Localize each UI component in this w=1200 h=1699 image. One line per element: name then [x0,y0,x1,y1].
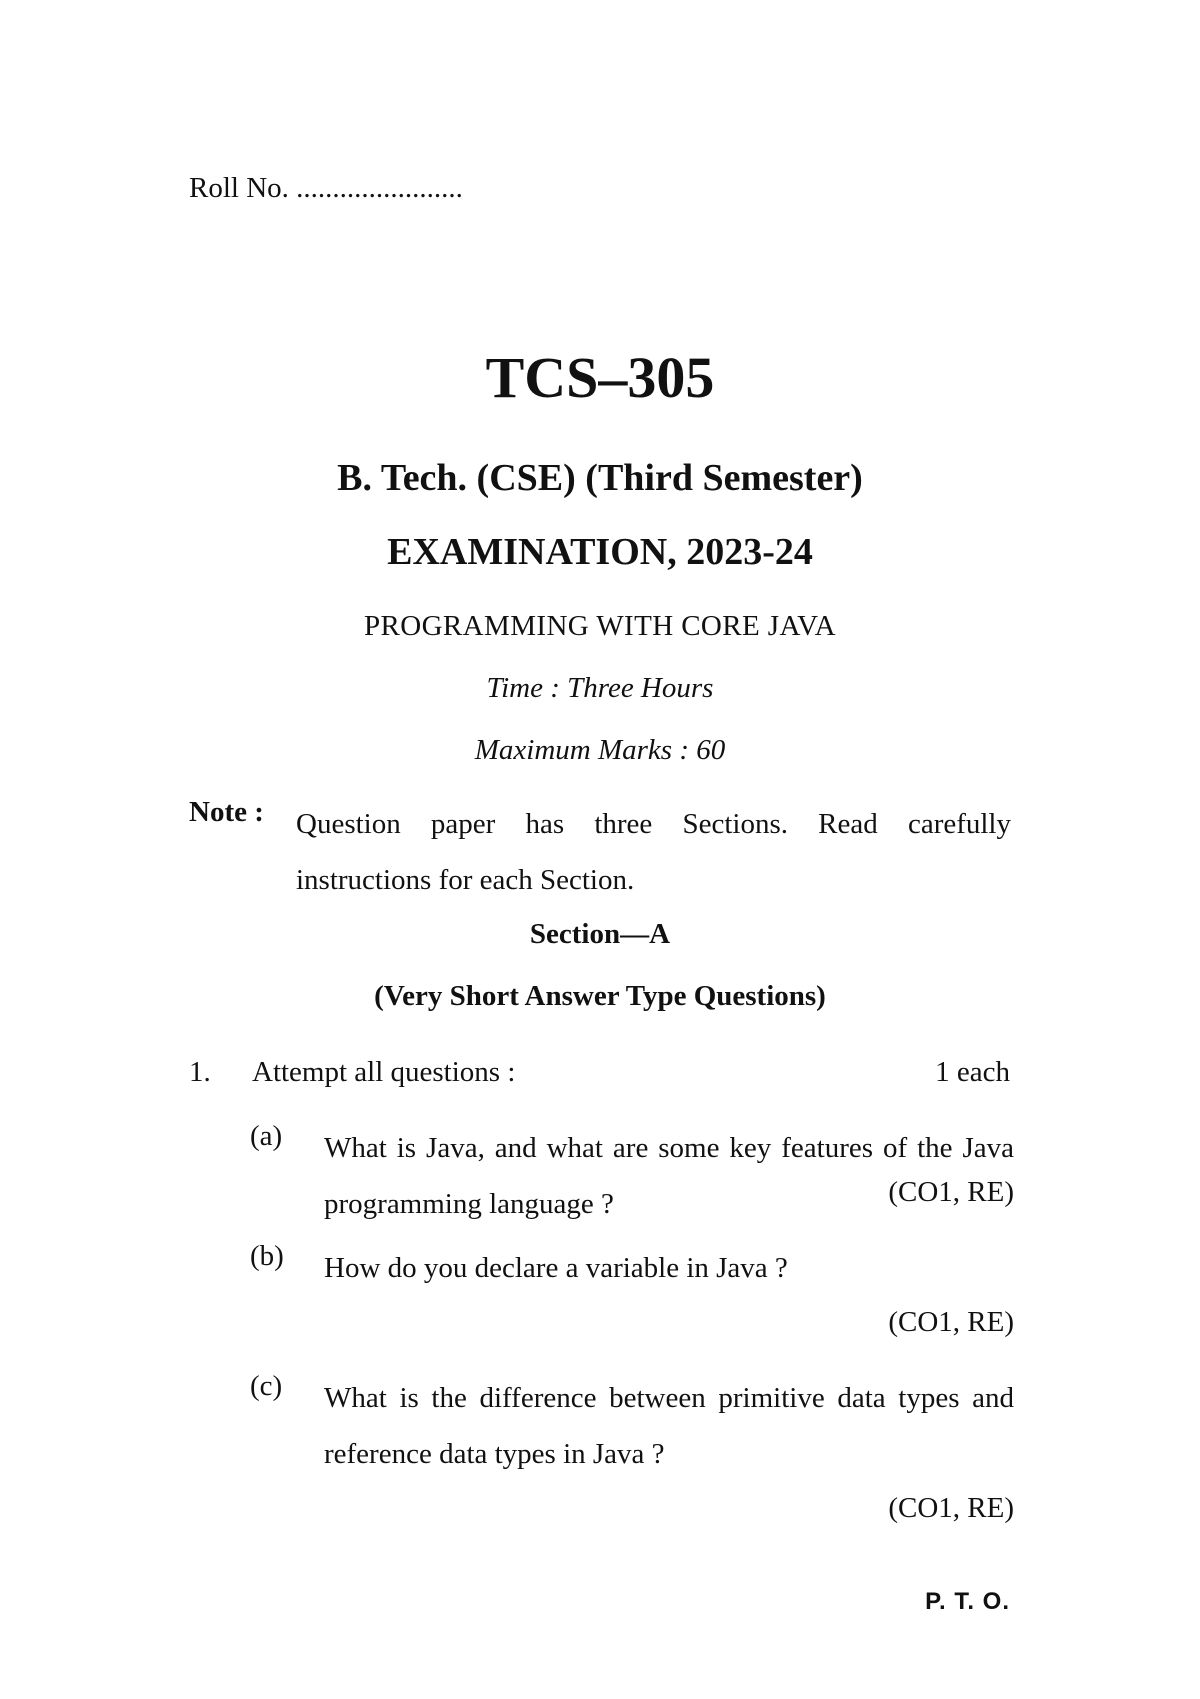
paper-code: TCS–305 [485,345,715,410]
exam-duration: Time : Three Hours [486,672,714,704]
course-title: B. Tech. (CSE) (Third Semester) [337,457,863,499]
note-text: Question paper has three Sections. Read carefully instructions for each Section. [296,808,1011,896]
section-title: Section—A [529,918,671,950]
part-text: What is the difference between primitive data types and reference data types in Java ? [324,1382,1014,1470]
part-label: (b) [250,1240,284,1272]
exam-title: EXAMINATION, 2023-24 [387,531,813,573]
question-number: 1. [189,1056,211,1088]
part-text: How do you declare a variable in Java ? [324,1252,788,1284]
part-course-outcome: (CO1, RE) [888,1306,1014,1338]
note-label: Note : [189,796,264,828]
part-text: What is Java, and what are some key features of the Java programming language ? [324,1132,1014,1220]
question-marks: 1 each [935,1056,1010,1088]
part-label: (a) [250,1120,283,1152]
part-label: (c) [250,1370,283,1402]
please-turn-over: P. T. O. [925,1588,1010,1615]
section-subtitle: (Very Short Answer Type Questions) [374,980,826,1012]
question-instruction: Attempt all questions : [252,1056,516,1088]
part-course-outcome: (CO1, RE) [888,1492,1014,1524]
roll-number-field: Roll No. ....................... [189,172,463,204]
subject-title: PROGRAMMING WITH CORE JAVA [363,610,837,642]
part-course-outcome: (CO1, RE) [888,1176,1014,1208]
maximum-marks: Maximum Marks : 60 [474,734,726,766]
